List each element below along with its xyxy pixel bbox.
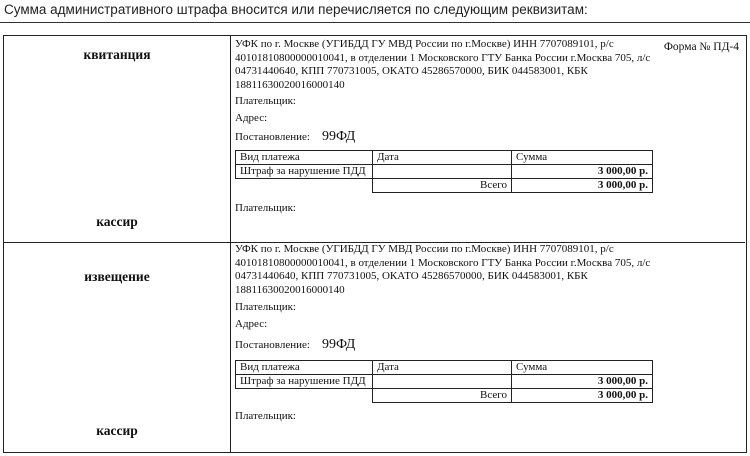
notice-left-column (4, 242, 231, 452)
notice-requisites: УФК по г. Москве (УГИБДД ГУ МВД России по г.Москве) ИНН 7707089101, р/с 40101810800000010041, в отделении 1 Московского ГТУ Банка России г.Москва 705, л/с 04731440640, КПП 770731005, ОКАТО 45286570000, БИК 044583001, КБК 18811630020016000140 (235, 243, 651, 296)
payment-date-cell (373, 165, 512, 179)
col-header-date: Дата (373, 151, 512, 165)
receipt-title: квитанция (83, 47, 151, 62)
notice-payer-label-2: Плательщик: (235, 410, 296, 422)
receipt-cashier-label: кассир (96, 214, 138, 229)
receipt-resolution (235, 129, 355, 145)
page-heading: Сумма административного штрафа вносится или перечисляется по следующим реквизитам: (4, 2, 588, 17)
notice-section (4, 242, 745, 452)
notice-resolution-label: Постановление: (235, 339, 310, 351)
receipt-left-column (4, 36, 231, 242)
form-number: Форма № ПД-4 (663, 41, 739, 53)
total-amount-cell: 3 000,00 р. (512, 389, 653, 403)
receipt-resolution-label: Постановление: (235, 131, 310, 143)
table-row (236, 375, 653, 389)
total-label-cell: Всего (373, 179, 512, 193)
receipt-payer-label-2: Плательщик: (235, 202, 296, 214)
notice-resolution (235, 337, 355, 353)
table-row (236, 165, 653, 179)
receipt-right-column (232, 36, 743, 242)
notice-address-label: Адрес: (235, 318, 268, 330)
payment-amount-cell: 3 000,00 р. (512, 165, 653, 179)
notice-resolution-number: 99ФД (321, 337, 356, 352)
col-header-amount: Сумма (512, 151, 653, 165)
table-header-row (236, 151, 653, 165)
receipt-address-label: Адрес: (235, 112, 268, 124)
receipt-requisites: УФК по г. Москве (УГИБДД ГУ МВД России по г.Москве) ИНН 7707089101, р/с 40101810800000010041, в отделении 1 Московского ГТУ Банка России г.Москва 705, л/с 04731440640, КПП 770731005, ОКАТО 45286570000, БИК 044583001, КБК 18811630020016000140 (235, 38, 651, 91)
receipt-payment-table (235, 150, 653, 193)
notice-cashier-label: кассир (96, 423, 138, 438)
receipt-resolution-number: 99ФД (321, 129, 356, 144)
notice-payer-label: Плательщик: (235, 301, 296, 313)
col-header-type: Вид платежа (236, 361, 373, 375)
total-label-cell: Всего (373, 389, 512, 403)
heading-rule (0, 22, 750, 23)
col-header-date: Дата (373, 361, 512, 375)
receipt-section (4, 36, 745, 243)
table-header-row (236, 361, 653, 375)
payment-type-cell: Штраф за нарушение ПДД (236, 375, 373, 389)
table-total-row (236, 179, 653, 193)
table-total-row (236, 389, 653, 403)
payment-type-cell: Штраф за нарушение ПДД (236, 165, 373, 179)
notice-payment-table (235, 360, 653, 403)
payment-form-pd4 (3, 35, 747, 453)
col-header-amount: Сумма (512, 361, 653, 375)
total-amount-cell: 3 000,00 р. (512, 179, 653, 193)
col-header-type: Вид платежа (236, 151, 373, 165)
payment-amount-cell: 3 000,00 р. (512, 375, 653, 389)
receipt-payer-label: Плательщик: (235, 95, 296, 107)
notice-right-column (232, 242, 743, 452)
notice-title: извещение (84, 269, 150, 284)
payment-date-cell (373, 375, 512, 389)
